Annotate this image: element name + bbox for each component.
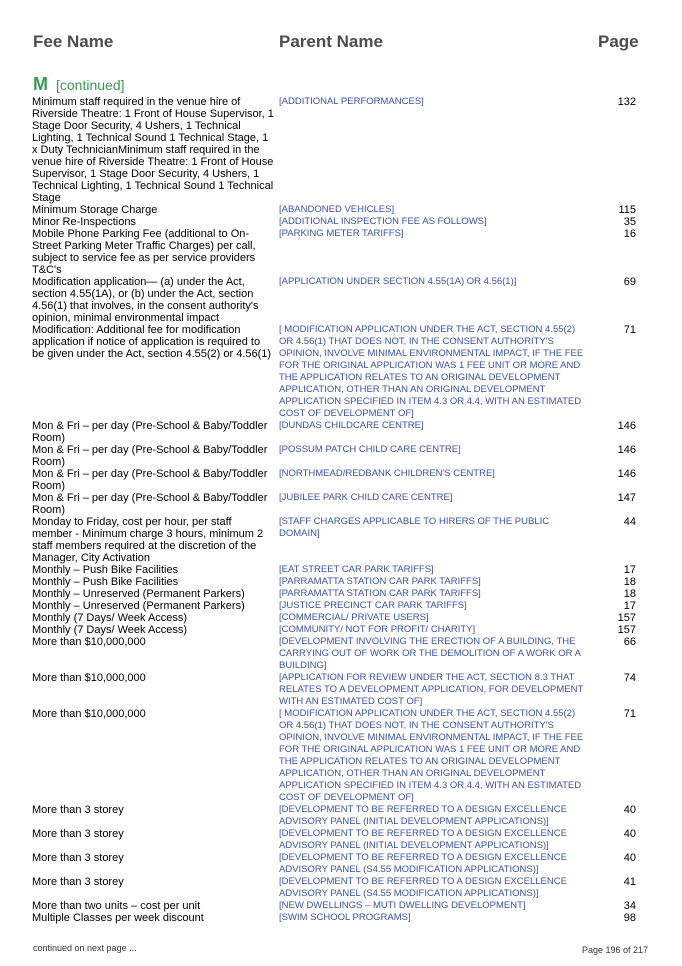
parent-name-cell: [COMMUNITY/ NOT FOR PROFIT/ CHARITY]: [279, 624, 476, 635]
page-number-cell: 35: [623, 216, 636, 228]
page-number-cell: 18: [623, 588, 636, 600]
page-number-cell: 146: [617, 444, 636, 456]
page-number-cell: 69: [623, 276, 636, 288]
table-row: [0, 492, 682, 516]
parent-name-cell: [JUSTICE PRECINCT CAR PARK TARIFFS]: [279, 600, 467, 611]
table-row: [0, 612, 682, 624]
page-number-cell: 44: [623, 516, 636, 528]
parent-name-cell: [DEVELOPMENT INVOLVING THE ERECTION OF A BUILDING, THE CARRYING OUT OF WORK OR THE DEMOLITION OF A WORK OR A BUILDING]: [279, 636, 581, 671]
fee-name-cell: Modification: Additional fee for modification application if notice of application is required to be given under the Act, section 4.55(2) or 4.56(1): [32, 324, 272, 360]
table-row: [0, 804, 682, 828]
parent-name-cell: [POSSUM PATCH CHILD CARE CENTRE]: [279, 444, 461, 455]
fee-name-cell: Mon & Fri – per day (Pre-School & Baby/Toddler Room): [32, 492, 268, 516]
page-number-cell: 115: [618, 204, 636, 216]
table-row: [0, 708, 682, 804]
page-number-cell: 157: [617, 612, 636, 624]
page-number-cell: 66: [623, 636, 636, 648]
table-row: [0, 420, 682, 444]
parent-name-cell: [JUBILEE PARK CHILD CARE CENTRE]: [279, 492, 453, 503]
parent-name-cell: [PARKING METER TARIFFS]: [279, 228, 404, 239]
table-row: [0, 876, 682, 900]
fee-table: [0, 96, 682, 924]
page-number-cell: 71: [623, 708, 636, 720]
table-row: [0, 228, 682, 276]
table-row: [0, 672, 682, 708]
parent-name-header: Parent Name: [279, 32, 383, 51]
parent-name-cell: [ MODIFICATION APPLICATION UNDER THE ACT, SECTION 4.55(2) OR 4.56(1) THAT DOES NOT, IN THE CONSENT AUTHORITY'S OPINION, INVOLVE MINIMAL ENVIRONMENTAL IMPACT, IF THE FEE FOR THE ORIGINAL APPLICATION WAS 1 FEE UNIT OR MORE AND THE APPLICATION RELATES TO AN ORIGINAL DEVELOPMENT APPLICATION, OTHER THAN AN ORIGINAL DEVELOPMENT APPLICATION SPECIFIED IN ITEM 4.3 OR 4.4, WITH AN ESTIMATED COST OF DEVELOPMENT OF]: [279, 708, 584, 803]
page-number-cell: 146: [617, 420, 636, 432]
fee-name-cell: Minimum Storage Charge: [32, 204, 158, 216]
table-row: [0, 576, 682, 588]
fee-name-cell: More than 3 storey: [32, 828, 124, 840]
parent-name-cell: [ADDITIONAL PERFORMANCES]: [279, 96, 424, 107]
table-row: [0, 444, 682, 468]
fee-name-header: Fee Name: [33, 32, 114, 51]
parent-name-cell: [DEVELOPMENT TO BE REFERRED TO A DESIGN EXCELLENCE ADVISORY PANEL (INITIAL DEVELOPMENT APPLICATIONS)]: [279, 804, 567, 827]
page-number-cell: 74: [623, 672, 636, 684]
table-row: [0, 564, 682, 576]
section-heading: [33, 74, 125, 95]
parent-name-cell: [DUNDAS CHILDCARE CENTRE]: [279, 420, 424, 431]
page-number-cell: 40: [623, 852, 636, 864]
parent-name-cell: [ABANDONED VEHICLES]: [279, 204, 395, 215]
page-number-cell: 132: [617, 96, 636, 108]
page-info: Page 196 of 217: [582, 945, 649, 955]
fee-name-cell: Mon & Fri – per day (Pre-School & Baby/Toddler Room): [32, 420, 268, 444]
fee-name-cell: Monthly (7 Days/ Week Access): [32, 624, 188, 636]
table-row: [0, 900, 682, 912]
fee-name-cell: Monthly – Unreserved (Permanent Parkers): [32, 600, 245, 612]
table-row: [0, 96, 682, 204]
page-number-cell: 18: [623, 576, 636, 588]
fee-name-cell: Mobile Phone Parking Fee (additional to On-Street Parking Meter Traffic Charges) per call, subject to service fee as per service providers T&C's: [32, 228, 256, 276]
fee-name-cell: More than two units – cost per unit: [32, 900, 201, 912]
page-number-cell: 16: [623, 228, 636, 240]
parent-name-cell: [EAT STREET CAR PARK TARIFFS]: [279, 564, 434, 575]
fee-name-cell: More than $10,000,000: [32, 636, 146, 648]
parent-name-cell: [DEVELOPMENT TO BE REFERRED TO A DESIGN EXCELLENCE ADVISORY PANEL (INITIAL DEVELOPMENT APPLICATIONS)]: [279, 828, 567, 851]
table-row: [0, 624, 682, 636]
fee-name-cell: Multiple Classes per week discount: [32, 912, 204, 924]
table-row: [0, 912, 682, 924]
table-row: [0, 276, 682, 324]
parent-name-cell: [COMMERCIAL/ PRIVATE USERS]: [279, 612, 429, 623]
fee-name-cell: Modification application— (a) under the Act, section 4.55(1A), or (b) under the Act, section 4.56(1) that involves, in the consent authority's opinion, minimal environmental impact: [32, 276, 259, 324]
parent-name-cell: [ADDITIONAL INSPECTION FEE AS FOLLOWS]: [279, 216, 487, 227]
page-number-cell: 147: [617, 492, 636, 504]
parent-name-cell: [PARRAMATTA STATION CAR PARK TARIFFS]: [279, 576, 481, 587]
fee-name-cell: More than 3 storey: [32, 852, 124, 864]
page-number-cell: 40: [623, 804, 636, 816]
fee-name-cell: Monday to Friday, cost per hour, per staff member - Minimum charge 3 hours, minimum 2 staff members required at the discretion of the Manager, City Activation: [32, 516, 264, 564]
fee-name-cell: More than $10,000,000: [32, 672, 146, 684]
fee-name-cell: More than 3 storey: [32, 876, 124, 888]
parent-name-cell: [PARRAMATTA STATION CAR PARK TARIFFS]: [279, 588, 481, 599]
fee-name-cell: More than $10,000,000: [32, 708, 146, 720]
parent-name-cell: [ MODIFICATION APPLICATION UNDER THE ACT, SECTION 4.55(2) OR 4.56(1) THAT DOES NOT, IN THE CONSENT AUTHORITY'S OPINION, INVOLVE MINIMAL ENVIRONMENTAL IMPACT, IF THE FEE FOR THE ORIGINAL APPLICATION WAS 1 FEE UNIT OR MORE AND THE APPLICATION RELATES TO AN ORIGINAL DEVELOPMENT APPLICATION, OTHER THAN AN ORIGINAL DEVELOPMENT APPLICATION SPECIFIED IN ITEM 4.3 OR 4.4, WITH AN ESTIMATED COST OF DEVELOPMENT OF]: [279, 324, 584, 419]
page-number-cell: 17: [623, 564, 636, 576]
table-row: [0, 588, 682, 600]
table-row: [0, 216, 682, 228]
fee-name-cell: Mon & Fri – per day (Pre-School & Baby/Toddler Room): [32, 468, 268, 492]
table-row: [0, 636, 682, 672]
parent-name-cell: [DEVELOPMENT TO BE REFERRED TO A DESIGN EXCELLENCE ADVISORY PANEL (S4.55 MODIFICATION APPLICATIONS)]: [279, 876, 567, 899]
table-row: [0, 516, 682, 564]
fee-name-cell: Monthly – Push Bike Facilities: [32, 564, 179, 576]
page-number-cell: 41: [623, 876, 636, 888]
fee-name-cell: Minor Re-Inspections: [32, 216, 136, 228]
page-number-cell: 17: [623, 600, 636, 612]
fee-name-cell: More than 3 storey: [32, 804, 124, 816]
page-number-cell: 146: [617, 468, 636, 480]
parent-name-cell: [STAFF CHARGES APPLICABLE TO HIRERS OF THE PUBLIC DOMAIN]: [279, 516, 550, 539]
parent-name-cell: [SWIM SCHOOL PROGRAMS]: [279, 912, 411, 923]
continued-note: continued on next page ...: [33, 943, 137, 953]
fee-name-cell: Monthly (7 Days/ Week Access): [32, 612, 188, 624]
table-row: [0, 324, 682, 420]
page-number-cell: 157: [617, 624, 636, 636]
page-number-cell: 71: [623, 324, 636, 336]
table-row: [0, 204, 682, 216]
page-number-cell: 34: [623, 900, 636, 912]
fee-name-cell: Minimum staff required in the venue hire of Riverside Theatre: 1 Front of House Supervisor, 1 Stage Door Security, 4 Ushers, 1 Technical Lighting, 1 Technical Sound 1 Technical Stage, 1 x Duty TechnicianMinimum staff required in the venue hire of Riverside Theatre: 1 Front of House Supervisor, 1 Stage Door Security, 4 Ushers, 1 Technical Lighting, 1 Technical Sound 1 Technical Stage: [32, 96, 274, 204]
section-continued: [continued]: [56, 77, 125, 93]
section-letter: M: [33, 74, 48, 94]
page-number-cell: 98: [623, 912, 636, 924]
parent-name-cell: [APPLICATION UNDER SECTION 4.55(1A) OR 4.56(1)]: [279, 276, 517, 287]
parent-name-cell: [DEVELOPMENT TO BE REFERRED TO A DESIGN EXCELLENCE ADVISORY PANEL (S4.55 MODIFICATION APPLICATIONS)]: [279, 852, 567, 875]
parent-name-cell: [NEW DWELLINGS – MUTI DWELLING DEVELOPMENT]: [279, 900, 526, 911]
table-row: [0, 828, 682, 852]
table-row: [0, 468, 682, 492]
fee-name-cell: Monthly – Push Bike Facilities: [32, 576, 179, 588]
parent-name-cell: [NORTHMEAD/REDBANK CHILDREN'S CENTRE]: [279, 468, 495, 479]
fee-name-cell: Mon & Fri – per day (Pre-School & Baby/Toddler Room): [32, 444, 268, 468]
table-row: [0, 600, 682, 612]
page-header: Page: [598, 32, 639, 51]
table-row: [0, 852, 682, 876]
fee-name-cell: Monthly – Unreserved (Permanent Parkers): [32, 588, 245, 600]
page-number-cell: 40: [623, 828, 636, 840]
parent-name-cell: [APPLICATION FOR REVIEW UNDER THE ACT, SECTION 8.3 THAT RELATES TO A DEVELOPMENT APPLICATION, FOR DEVELOPMENT WITH AN ESTIMATED COST OF]: [279, 672, 584, 707]
